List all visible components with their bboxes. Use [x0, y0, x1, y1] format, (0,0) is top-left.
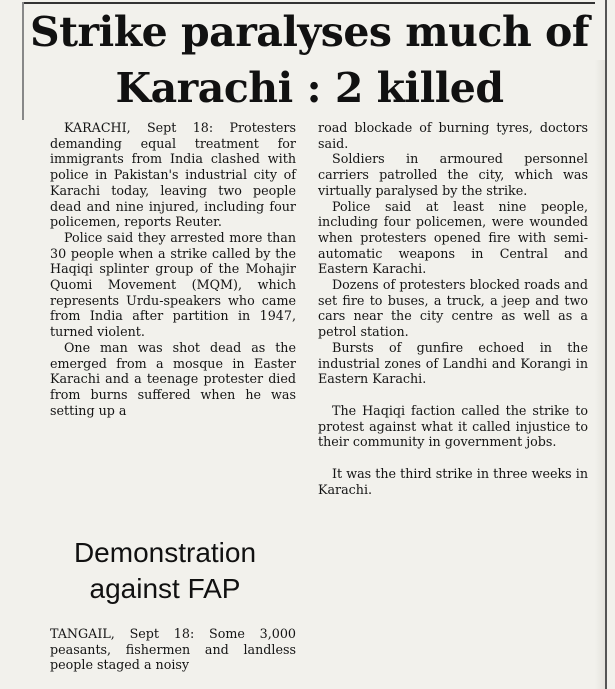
paragraph: Soldiers in armoured personnel carriers patrolled the city, which was virtually paralysed by the strike. [318, 151, 588, 198]
main-headline: Strike paralyses much of Karachi : 2 killed [29, 8, 590, 112]
left-column [50, 120, 296, 418]
second-headline: Demonstration against FAP [73, 537, 257, 604]
paragraph: Police said at least nine people, including four policemen, were wounded when protesters opened fire with semi-automatic weapons in Central and Eastern Karachi. [318, 198, 588, 277]
paragraph: Bursts of gunfire echoed in the industrial zones of Landhi and Korangi in Eastern Karachi. [318, 339, 588, 387]
paragraph: Police said they arrested more than 30 people when a strike called by the Haqiqi splinter group of the Mohajir Quomi Movement (MQM), which represents Urdu-speakers who came from India after partition in 1947, turned violent. [50, 229, 296, 340]
paragraph: TANGAIL, Sept 18: Some 3,000 peasants, fishermen and landless people staged a noisy [50, 626, 296, 673]
paragraph: It was the third strike in three weeks in Karachi. [318, 466, 588, 497]
paragraph: The Haqiqi faction called the strike to protest against what it called injustice to their community in government jobs. [318, 402, 588, 450]
paragraph: One man was shot dead as the emerged from a mosque in Easter Karachi and a teenage protester died from burns suffered when he was setting up a [50, 339, 296, 418]
right-column [318, 120, 588, 497]
paragraph: KARACHI, Sept 18: Protesters demanding equal treatment for immigrants from India clashed with police in Pakistan's industrial city of Karachi today, leaving two people dead and nine injured, including four policemen, reports Reuter. [50, 120, 296, 230]
second-article-column [50, 626, 296, 673]
paragraph: Dozens of protesters blocked roads and set fire to buses, a truck, a jeep and two cars near the city centre as well as a petrol station. [318, 277, 588, 340]
paragraph: road blockade of burning tyres, doctors said. [318, 120, 588, 151]
right-rule [605, 0, 607, 689]
page-edge-shadow [595, 60, 605, 689]
